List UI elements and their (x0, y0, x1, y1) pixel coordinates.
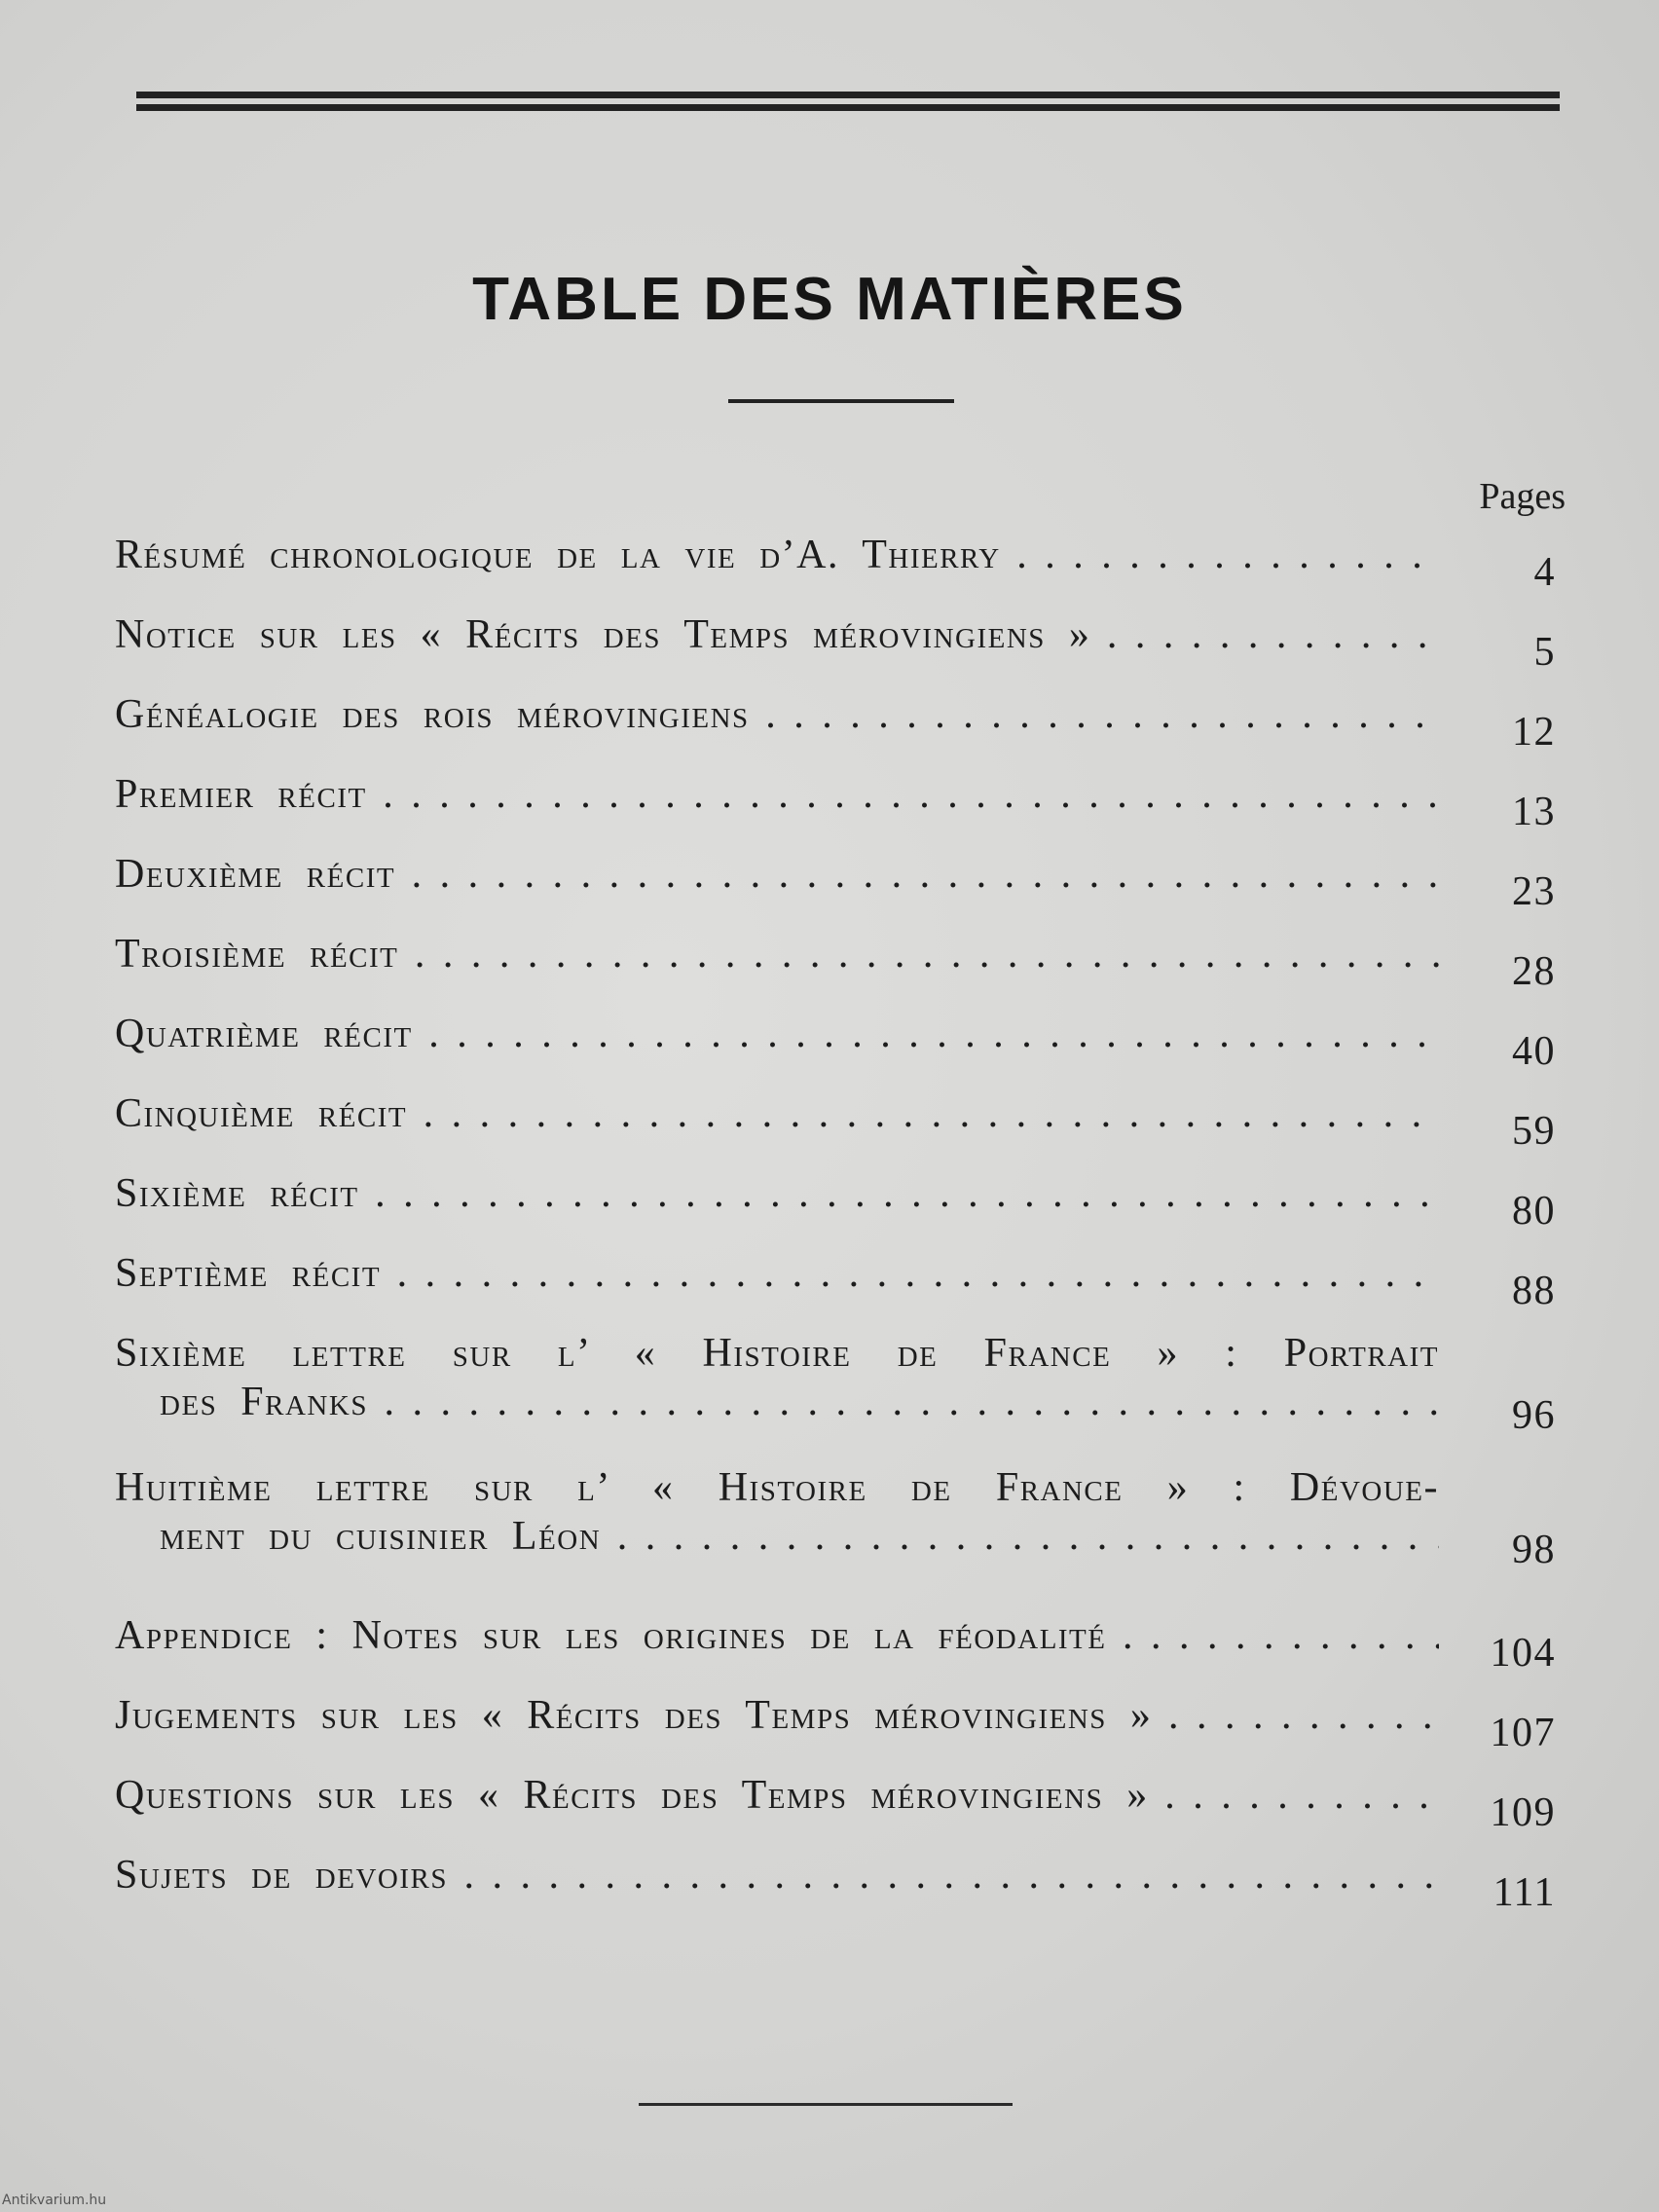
toc-entry-title-line1: Sixième lettre sur l’ « Histoire de France » : Portrait (115, 1331, 1439, 1376)
toc-entry-page: 111 (1493, 1870, 1556, 1915)
toc-entry-page: 5 (1533, 630, 1556, 675)
toc-entry-title: Généalogie des rois mérovingiens . . . (115, 685, 1439, 744)
toc-entry (115, 1164, 1556, 1238)
toc-entry (115, 1005, 1556, 1079)
bottom-rule (639, 2103, 1013, 2106)
toc-entry (115, 1686, 1556, 1760)
toc-entry (115, 606, 1556, 680)
toc-entry-title: Quatrième récit . . . (115, 1005, 1439, 1063)
toc-entry (115, 1244, 1556, 1318)
toc-entry-title: Résumé chronologique de la vie d’A. Thierry . . . (115, 526, 1439, 584)
toc-entry (115, 925, 1556, 999)
toc-entry-title: Sujets de devoirs . . . (115, 1846, 1439, 1904)
toc-entry-title-line2: des Franks . . . (160, 1373, 1439, 1431)
watermark: Antikvarium.hu (2, 2193, 107, 2208)
toc-entry-page: 59 (1512, 1109, 1556, 1154)
page-title: TABLE DES MATIÈRES (472, 266, 1187, 333)
toc-entry-page: 13 (1512, 790, 1556, 834)
toc-entry-title: Questions sur les « Récits des Temps mérovingiens » . . . (115, 1766, 1439, 1825)
toc-entry-page: 107 (1490, 1711, 1556, 1755)
toc-entry (115, 685, 1556, 759)
toc-entry-page: 28 (1512, 949, 1556, 994)
toc-entry-title-line1: Huitième lettre sur l’ « Histoire de France » : Dévoue- (115, 1465, 1439, 1510)
toc-entry-title: Deuxième récit . . . (115, 845, 1439, 903)
toc-entry-title: Notice sur les « Récits des Temps mérovingiens » . . . (115, 606, 1439, 664)
title-underline (728, 399, 954, 403)
toc-entry-page: 104 (1490, 1631, 1556, 1676)
toc-entry (115, 1846, 1556, 1920)
toc-entry-title: Jugements sur les « Récits des Temps mérovingiens » . . . (115, 1686, 1439, 1745)
pages-column-label: Pages (1479, 476, 1566, 517)
toc-entry-page: 23 (1512, 869, 1556, 914)
toc-entry-page: 88 (1512, 1269, 1556, 1313)
toc-entry-page: 12 (1512, 710, 1556, 755)
toc-entry-title-line2: ment du cuisinier Léon . . . (160, 1507, 1439, 1566)
toc-entry (115, 1766, 1556, 1840)
toc-entry-page: 98 (1512, 1528, 1556, 1572)
toc-entry (115, 845, 1556, 919)
toc-entry-page: 96 (1512, 1393, 1556, 1438)
toc-entry-title: Cinquième récit . . . (115, 1085, 1439, 1143)
toc-entry-page: 80 (1512, 1189, 1556, 1234)
toc-entry-title: Troisième récit . . . (115, 925, 1439, 983)
top-double-rule (136, 92, 1560, 111)
toc-entry-page: 109 (1490, 1790, 1556, 1835)
toc-entry-title: Premier récit . . . (115, 765, 1439, 824)
toc-entry (115, 1085, 1556, 1159)
toc-entry-page: 4 (1533, 550, 1556, 595)
toc-entry-title: Septième récit . . . (115, 1244, 1439, 1303)
toc-entry-page: 40 (1512, 1029, 1556, 1074)
toc-entry-title: Appendice : Notes sur les origines de la féodalité . . . (115, 1606, 1439, 1665)
toc-entry (115, 1606, 1556, 1680)
toc-entry-title: Sixième récit . . . (115, 1164, 1439, 1223)
toc-entry-two-line (115, 1458, 1556, 1595)
toc-entry-two-line (115, 1324, 1556, 1460)
toc-entry (115, 765, 1556, 839)
toc-entry (115, 526, 1556, 600)
